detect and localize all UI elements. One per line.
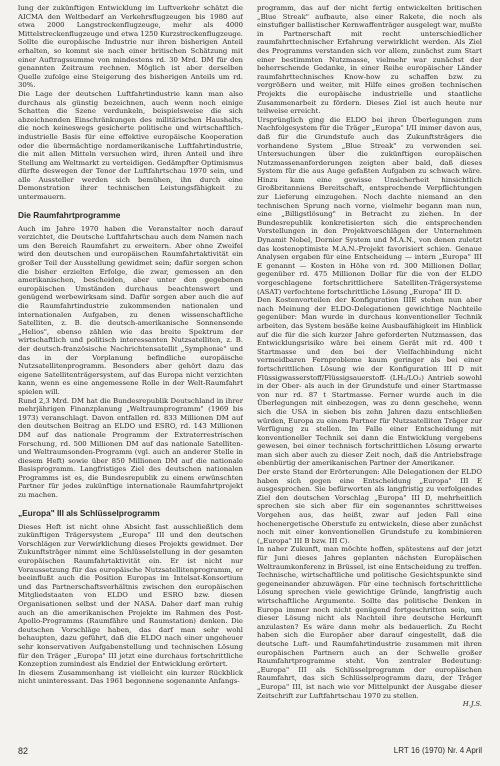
paragraph: Dieses Heft ist nicht ohne Absicht fast ausschließlich dem zukünftigen Trägersystem „Europa" III und den deutschen Vorschlägen zur Verwirklichung dieses Projekts gewidmet. Der Zukunftsträger nimmt eine Schlüsselstellung in der gesamten europäischen Raumfahrtaktivität ein. Er ist nicht nur Voraussetzung für das europäische Nutzsatellitenprogramm, er beeinflußt auch die Position Europas im Intelsat-Konsortium und das Partnerschaftsverhältnis zwischen den europäischen Mitgliedstaaten von ELDO und ESRO bzw. diesen Organisationen selbst und der NASA. Daher darf man ruhig auch an die amerikanischen Projekte im Rahmen des Post-Apollo-Programms (Raumfähre und Raumstation) denken. Die deutschen Vorschläge haben, das darf man sehr wohl behaupten, dazu geführt, daß die ELDO nach einer ungeheuer sehr konservativen Aufgabenstellung und technischen Lösung für den Träger „Europa" III jetzt eine durchaus fortschrittliche Konzeption zumindest als Endziel der Entwicklung erörtert.: [18, 522, 243, 669]
paragraph: Die Lage der deutschen Luftfahrtindustrie kann man also durchaus als günstig bezeichnen, auch wenn noch einige Schatten die Szene verdunkeln, beispielsweise die sich abzeichnenden Einschränkungen des militärischen Haushalts, die noch keineswegs gesicherte politische und wirtschaftlich-industrielle Basis für eine effektive europäische Kooperation oder die übermächtige nordamerikanische Luftfahrtindustrie, die mit allen Mitteln versuchen wird, ihren Anteil und ihre Stellung am Weltmarkt zu verteidigen. Gedämpfter Optimismus dürfte deswegen der Tenor der Luftfahrtschau 1970 sein, und alle Aussteller werden sich bemühen, ihn durch eine Demonstration ihrer technischen Leistungsfähigkeit zu untermauern.: [18, 89, 243, 202]
paragraph: In naher Zukunft, man möchte hoffen, spätestens auf der jetzt für Juni dieses Jahres geplanten nächsten Europäischen Weltraumkonferenz in Brüssel, ist eine Entscheidung zu treffen. Technische, wirtschaftliche und politische Gesichtspunkte sind gegeneinander abzuwägen. Für eine technisch fortschrittliche Lösung sprechen viele gewichtige Gründe, langfristig auch wirtschaftliche Argumente. Sollte das politische Denken in Europa immer noch nicht genügend fortgeschritten sein, um dieser Lösung nicht als Nachteil ihre deutsche Herkunft anzulasten? Es wäre dann mehr als bedauerlich. Zu Recht haben sich die Europäer aber darauf eingestellt, daß die deutsche Luft- und Raumfahrtindustrie zusammen mit ihren europäischen Partnern auch an der Schwelle großer Raumfahrtprogramme steht. Von zentraler Bedeutung: „Europa" III als Schlüsselprogramm der europäischen Raumfahrt, das sich Schlüsselprogramm dazu, der Träger „Europa" III, ist nach wie vor Mittelpunkt der Ausgabe dieser Zeitschrift zur Luftfahrtschau 1970 zu stellen.: [257, 545, 482, 700]
text-columns: [18, 4, 482, 726]
page-footer: [18, 746, 482, 760]
left-column: [18, 4, 243, 726]
paragraph: programm, das auf der nicht fertig entwickelten britischen „Blue Streak" aufbaute, also einer Rakete, die noch als einstufiger ballistischer Kernwaffenträger ausgelegt war, mußte in Partnerschaft mit recht unterschiedlicher raumfahrttechnischer Erfahrung verwirklicht werden. Als Ziel des Programms verstanden sich vor allem, zunächst zum Start einer bestimmten Nutzmasse, vielmehr war zunächst der beherrschende Gedanke, in einer Reihe europäischer Länder raumfahrttechnisches Know-how zu schaffen bzw. zu vergrößern und weiter, mit Hilfe eines großen technischen Projekts die europäische industrielle und staatliche Zusammenarbeit zu fördern. Dieses Ziel ist auch heute nur teilweise erreicht.: [257, 4, 482, 116]
section-heading: „Europa" III als Schlüsselprogramm: [18, 507, 160, 518]
journal-issue: LRT 16 (1970) Nr. 4 April: [393, 746, 482, 755]
paragraph: Ursprünglich ging die ELDO bei ihren Überlegungen zum Nachfolgesystem für die Träger „Europa" I/II immer davon aus, daß für die Grundstufe auch das Zukunftsträgers die vorhandene System „Blue Streak" zu verwenden sei. Untersuchungen über die zukünftigen europäischen Nutzmassenanforderungen zeigten aber bald, daß dieses System für die aus Auge gefaßten Aufgaben zu schwach wäre. Hinzu kam eine gewisse Unsicherheit hinsichtlich Großbritanniens Bereitschaft, entsprechende Verpflichtungen zur Lieferung einzugehen. Noch dachte niemand an den technischen Sprung nach vorne, vielmehr begann man nun, eine „Billigstlösung" in Betracht zu ziehen. In der Bundesrepublik konkretisierten sich die entsprechenden Vorstellungen in den Projektvorschlägen der Unternehmen Dynamit Nobel, Dornier System und M.A.N., von denen zuletzt das kostenoptimiste M.A.N.-Projekt favorisiert schien. Genaue Analysen ergaben für eine Entscheidung — intern „Europa" III E genannt — Kosten in Höhe von rd. 300 Millionen Dollar, gegenüber rd. 475 Millionen Dollar für die von der ELDO vorgeschlagene fortschrittlichere Satelliten-Trägersysteme (ASAT) verfochtene fortschrittliche Lösung „Europa" III D.: [257, 115, 482, 296]
author-signature: H.J.S.: [462, 700, 482, 709]
paragraph: Der erste Stand der Erörterungen: Alle Delegationen der ELDO haben sich gegen eine Entscheidung „Europa" III E ausgesprochen. Sie befürworten als langfristig zu verfolgendes Ziel den deutschen Vorschlag „Europa" III D, mehrheitlich sprechen sie sich aber für ein sogenanntes schrittweises Vorgehen aus, das heißt, zwar auf jeden Fall eine hochenergetische Oberstufe zu entwickeln, diese aber zunächst noch mit einer konventionellen Grundstufe zu kombinieren („Europa" III B bzw. III C).: [257, 468, 482, 545]
page-number: 82: [18, 746, 29, 756]
section-heading: Die Raumfahrtprogramme: [18, 209, 121, 220]
paragraph: lung der zukünftigen Entwicklung im Luftverkehr schätzt die AICMA den Weltbedarf an Verkehrsflugzeugen bis 1980 auf etwa 2000 Langstreckenflugzeuge, mehr als 4000 Mittelstreckenflugzeuge und etwa 1250 Kurzstreckenflugzeuge. Sollte die europäische Industrie nur ihren bisherigen Anteil erhalten, so kommt sie nach einer britischen Schätzung mit einer Auftragssumme von mindestens rd. 30 Mrd. DM für den genannten Zeitraum rechnen. Möglich ist aber derselben Quelle zufolge eine Steigerung des bisherigen Anteils um rd. 30%.: [18, 4, 243, 90]
paragraph: Den Kostenvorteilen der Konfiguration IIIE stehen nun aber nach Meinung der ELDO-Delegationen gewichtige Nachteile gegenüber: Man wurde in durchaus konventioneller Technik arbeiten, das System besäße keine Ausbaufähigkeit im Hinblick auf die für die sich kurzer Jahre geforderten Nutzmassen, das Entwicklungsrisiko wäre bei einem Gerät mit rd. 400 t Startmasse und den bei der Vielfachbindung nicht vermeidbaren Fernprobleme kaum geringer als bei einer fortschrittlichen Lösung wie der Konfiguration III D mit Flüssigwasserstoff/Flüssigsauerstoff- (LH₂/LO₂) Antrieb sowohl in der Ober- als auch in der Grundstufe und einer Startmasse von nur rd. 87 t Startmasse. Ferner wurde auch in die Überlegungen mit einbezogen, was zu denn geschehe, wenn sich die USA in sieben bis zehn Jahren dazu entschließen würden, Europa zu einem Partner für Nutzsatelliten Träger zur Verfügung zu stellen. Im Falle einer Entscheidung mit konventioneller Technik sei dann die Entwicklung vergebens gewesen, bei einer technisch fortschrittlichen Lösung erwarte man sich aber auch zu dieser Zeit noch, daß die Antriebsfrage ebenbürtig der amerikanischen Partner der Amerikaner.: [257, 296, 482, 468]
right-column: [257, 4, 482, 726]
paragraph: In diesem Zusammenhang ist vielleicht ein kurzer Rückblick nicht uninteressant. Das 1961 begonnene sogenannte Anfangs-: [18, 668, 243, 686]
paragraph: Rund 2,3 Mrd. DM hat die Bundesrepublik Deutschland in ihrer mehrjährigen Finanzplanung „Weltraumprogramm" (1969 bis 1973) veranschlagt. Davon entfallen rd. 833 Millionen DM auf den deutschen Beitrag an ELDO und ESRO, rd. 143 Millionen DM auf das nationale Programm der Extraterrestrischen Forschung, rd. 500 Millionen DM auf das nationale Satelliten- und Weltraumsonden-Programm (vgl. auch an anderer Stelle in diesem Heft) sowie über 850 Millionen DM auf die nationale Basisprogramm. Langfristiges Ziel des deutschen nationalen Programms ist es, die Bundesrepublik zu einem erwünschten Partner für jedes zukünftige internationale Raumfahrtprojekt zu machen.: [18, 396, 243, 500]
paragraph: Auch im Jahre 1970 haben die Veranstalter noch darauf verzichtet, die Deutsche Luftfahrtschau auch dem Namen nach um den Bereich Raumfahrt zu erweitern. Aber ohne Zweifel wird den deutschen und europäischen Raumfahrtaktivität ein großer Teil der Ausstellung gewidmet sein; dafür sorgen schon die bisher erzielten Erfolge, die zwar, gemessen an den amerikanischen, bescheiden, aber unter den gegebenen europäischen Umständen durchaus beachtenswert und genügend werbewirksam sind. Dafür sorgen aber auch die auf die Raumfahrtindustrie zukommenden nationalen und internationalen Aufgaben, zu denen wissenschaftliche Satelliten, z. B. die deutsch-amerikanische Sonnensonde „Helios", ebenso zählen wie das breite Spektrum der wirtschaftlich und politisch interessanten Nutzsatelliten, z. B. der deutsch-französische Nachrichtensatellit „Symphonie" und das in der Vorplanung befindliche europäische Nutzsatellitenprogramm. Besonders aber gehört dazu das eigene Satellitenträgersystem, auf das Europa nicht verzichten kann, wenn es eine angemessene Rolle in der Welt-Raumfahrt spielen will.: [18, 224, 243, 396]
